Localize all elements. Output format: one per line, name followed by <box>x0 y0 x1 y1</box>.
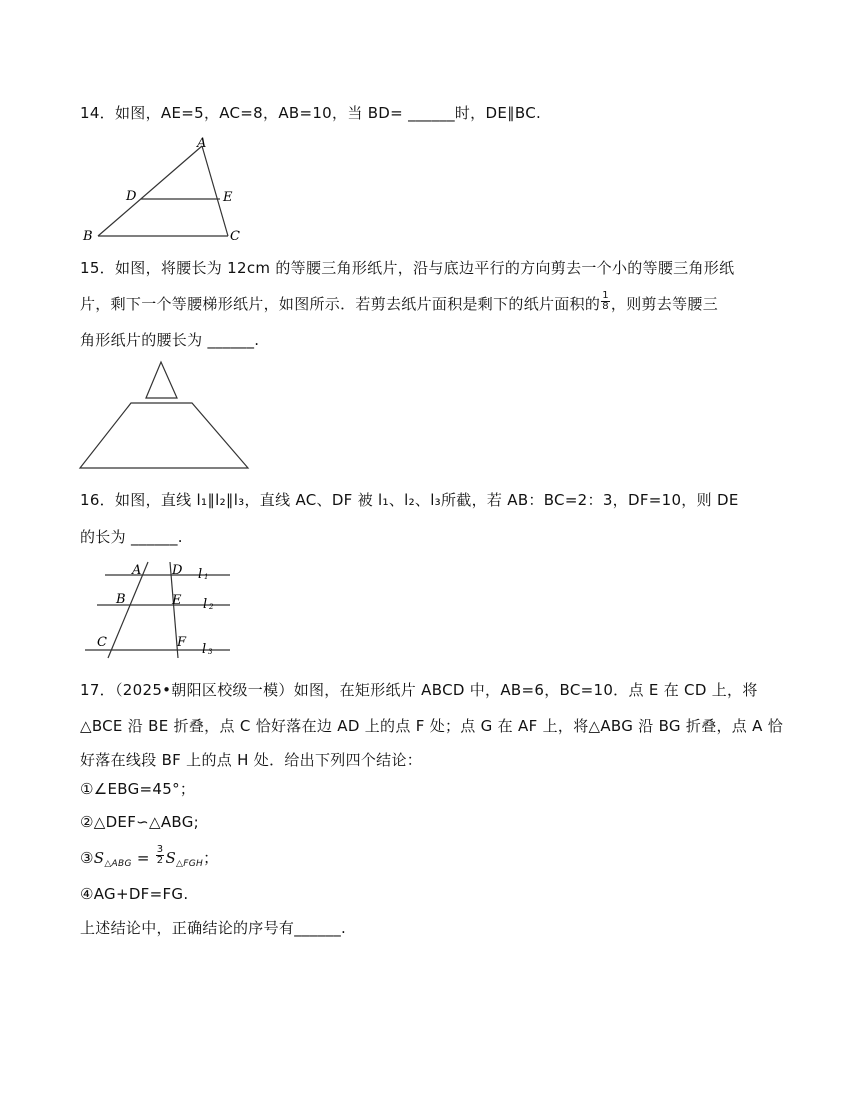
q17-final-question: 上述结论中，正确结论的序号有______. <box>80 919 347 937</box>
label-l2: l <box>203 597 208 612</box>
label-B: B <box>83 229 93 244</box>
q14-triangle-figure <box>78 136 253 244</box>
q17-conclusion-1: ①∠EBG=45°； <box>80 780 196 798</box>
q15-trapezoid-figure <box>78 358 253 472</box>
fraction-one-eighth: $\frac{1}{8}$ <box>602 290 609 312</box>
label-l3-sub: 3 <box>208 648 213 656</box>
label-l1-sub: 1 <box>204 573 209 581</box>
label-E: E <box>172 593 182 608</box>
q16-line2: 的长为 ______. <box>80 528 183 546</box>
label-A: A <box>197 136 207 151</box>
label-C: C <box>97 635 107 650</box>
q17-conclusion-4: ④AG+DF=FG. <box>80 885 189 903</box>
fraction-three-halves: $\frac{3}{2}$ <box>156 844 164 866</box>
label-C: C <box>230 229 240 244</box>
label-l3: l <box>202 642 207 657</box>
q15-line2: 片，剩下一个等腰梯形纸片，如图所示．若剪去纸片面积是剩下的纸片面积的 $\frac{1}{8}$ ，则剪去等腰三 <box>80 290 718 313</box>
label-D: D <box>172 563 183 578</box>
label-A: A <box>132 563 142 578</box>
label-D: D <box>126 189 137 204</box>
q17-conclusion-2: ②△DEF∽△ABG; <box>80 813 200 831</box>
q15-line3: 角形纸片的腰长为 ______. <box>80 331 260 349</box>
q14-text: 14．如图，AE=5，AC=8，AB=10，当 BD= ______时，DE∥BC. <box>80 104 542 122</box>
q17-conclusion-3: $③S_{\triangle ABG}$ = $\frac{3}{2}$ $S_{\triangle FGH}$； <box>80 844 219 869</box>
label-F: F <box>177 635 187 650</box>
q17-line2: △BCE 沿 BE 折叠，点 C 恰好落在边 AD 上的点 F 处；点 G 在 AF 上，将△ABG 沿 BG 折叠，点 A 恰 <box>80 717 784 735</box>
label-E: E <box>223 190 233 205</box>
q17-line1: 17．（2025•朝阳区校级一模）如图，在矩形纸片 ABCD 中，AB=6，BC=10．点 E 在 CD 上，将 <box>80 681 758 699</box>
q16-parallel-lines-figure <box>80 558 230 662</box>
q17-line3: 好落在线段 BF 上的点 H 处．给出下列四个结论： <box>80 751 423 769</box>
q16-line1: 16．如图，直线 l₁∥l₂∥l₃，直线 AC、DF 被 l₁、l₂、l₃所截，若 AB：BC=2：3，DF=10，则 DE <box>80 491 739 509</box>
label-l1: l <box>198 567 203 582</box>
label-B: B <box>116 592 126 607</box>
q15-line1: 15．如图，将腰长为 12cm 的等腰三角形纸片，沿与底边平行的方向剪去一个小的等腰三角形纸 <box>80 259 735 277</box>
label-l2-sub: 2 <box>209 603 214 611</box>
